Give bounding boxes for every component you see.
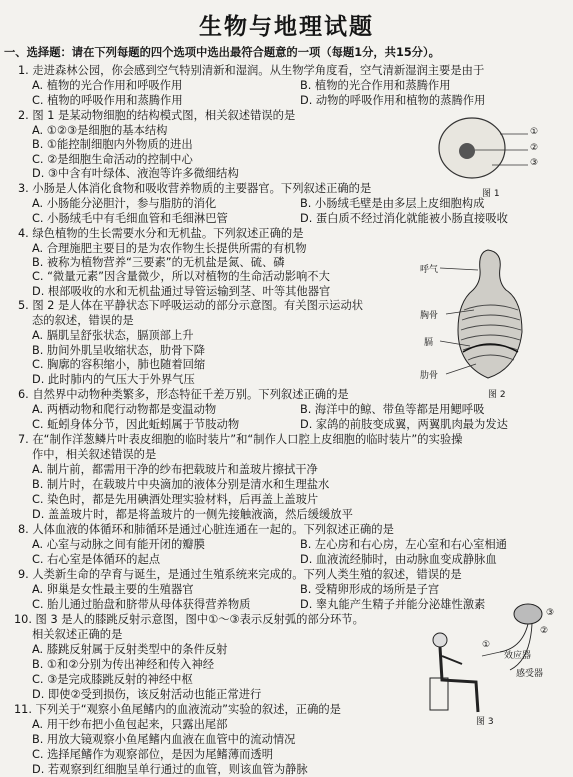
breathing-diagram (418, 240, 568, 400)
question-line: C. 染色时，都是先用碘酒处理实验材料，后再盖上盖玻片 (32, 493, 319, 506)
question-line: 4. 绿色植物的生长需要水分和无机盐。下列叙述正确的是 (18, 227, 304, 240)
question-line: D. 睾丸能产生精子并能分泌雄性激素 (300, 598, 486, 611)
page-title: 生物与地理试题 (199, 13, 374, 40)
question-line: 7. 在“制作洋葱鳞片叶表皮细胞的临时装片”和“制作人口腔上皮细胞的临时装片”的实验操 (18, 433, 463, 446)
question-line: 作中，相关叙述错误的是 (32, 448, 157, 461)
question-line: 10. 图 3 是人的膝跳反射示意图，图中①～③表示反射弧的部分环节。 (14, 613, 364, 626)
question-line: 8. 人体血液的体循环和肺循环是通过心脏连通在一起的。下列叙述正确的是 (18, 523, 394, 536)
question-line: B. ①和②分别为传出神经和传入神经 (32, 658, 215, 671)
question-line: C. 蚯蚓身体分节，因此蚯蚓属于节肢动物 (32, 418, 240, 431)
question-line: D. 根部吸收的水和无机盐通过导管运输到茎、叶等其他器官 (32, 285, 331, 298)
fig2-label-diaphragm: 膈 (424, 338, 434, 348)
question-line: B. 受精卵形成的场所是子宫 (300, 583, 440, 596)
question-line: D. ③中含有叶绿体、液泡等许多微细结构 (32, 167, 239, 180)
question-line: A. 小肠能分泌胆汁，参与脂肪的消化 (32, 197, 217, 210)
question-line: C. 胎儿通过胎盘和脐带从母体获得营养物质 (32, 598, 251, 611)
question-line: 2. 图 1 是某动物细胞的结构模式图，相关叙述错误的是 (18, 109, 296, 122)
fig2-label-sternum: 胸骨 (420, 311, 439, 321)
question-line: A. ①②③是细胞的基本结构 (32, 124, 168, 137)
question-line: B. 制片时，在载玻片中央滴加的液体分别是清水和生理盐水 (32, 478, 330, 491)
fig3-label-2: ② (540, 626, 549, 636)
question-line: 相关叙述正确的是 (32, 628, 123, 641)
figure-3-knee-reflex (420, 600, 570, 730)
question-line: B. 用放大镜观察小鱼尾鳍内血液在血管中的流动情况 (32, 733, 296, 746)
question-line: C. 选择尾鳍作为观察部位，是因为尾鳍薄而透明 (32, 748, 274, 761)
fig3-label-1: ① (482, 640, 491, 650)
question-line: 5. 图 2 是人体在平静状态下呼吸运动的部分示意图。有关图示运动状 (18, 299, 364, 312)
question-line: 态的叙述，错误的是 (32, 314, 134, 327)
question-line: 1. 走进森林公园，你会感到空气特别清新和湿润。从生物学角度看，空气清新湿润主要是由于 (18, 64, 485, 77)
question-line: C. 小肠绒毛中有毛细血管和毛细淋巴管 (32, 212, 228, 225)
fig3-caption: 图 3 (476, 717, 494, 727)
figure-1-cell (430, 110, 570, 200)
cell-diagram (430, 110, 570, 200)
question-line: A. 用干纱布把小鱼包起来，只露出尾部 (32, 718, 228, 731)
question-line: D. 盖盖玻片时，都是将盖玻片的一侧先接触液滴，然后缓缓放平 (32, 508, 353, 521)
fig3-label-effector: 效应器 (504, 651, 532, 661)
question-line: B. 左心房和右心房，左心室和右心室相通 (300, 538, 507, 551)
question-line: C. ②是细胞生命活动的控制中心 (32, 153, 193, 166)
question-line: A. 膈肌呈舒张状态，膈顶部上升 (32, 329, 194, 342)
question-line: D. 若观察到红细胞呈单行通过的血管，则该血管为静脉 (32, 763, 308, 776)
question-line: A. 两栖动物和爬行动物都是变温动物 (32, 403, 217, 416)
fig2-caption: 图 2 (488, 390, 506, 400)
question-line: D. 蛋白质不经过消化就能被小肠直接吸收 (300, 212, 508, 225)
question-line: D. 即使②受到损伤，该反射活动也能正常进行 (32, 688, 262, 701)
question-line: D. 血液流经肺时，由动脉血变成静脉血 (300, 553, 497, 566)
question-line: 11. 下列关于“观察小鱼尾鳍内的血液流动”实验的叙述，正确的是 (14, 703, 341, 716)
question-line: A. 卵巢是女性最主要的生殖器官 (32, 583, 194, 596)
fig2-label-exhale: 呼气 (420, 265, 439, 275)
figure-2-breathing (418, 240, 568, 400)
fig1-label-1: ① (530, 127, 539, 137)
question-line: B. ①能控制细胞内外物质的进出 (32, 138, 193, 151)
question-line: D. 此时肺内的气压大于外界气压 (32, 373, 195, 386)
question-line: A. 膝跳反射属于反射类型中的条件反射 (32, 643, 228, 656)
question-line: 6. 自然界中动物种类繁多，形态特征千差万别。下列叙述正确的是 (18, 388, 349, 401)
fig1-label-2: ② (530, 143, 539, 153)
question-line: B. 被称为植物营养“三要素”的无机盐是氮、硫、磷 (32, 256, 285, 269)
fig1-caption: 图 1 (482, 189, 500, 199)
question-line: D. 家鸽的前肢变成翼，两翼肌肉最为发达 (300, 418, 508, 431)
reflex-diagram (420, 600, 570, 730)
question-line: A. 合理施肥主要目的是为农作物生长提供所需的有机物 (32, 242, 307, 255)
question-line: C. 植物的呼吸作用和蒸腾作用 (32, 94, 183, 107)
fig2-label-ribs: 肋骨 (420, 371, 439, 381)
question-line: C. 胸廓的容积缩小，肺也随着回缩 (32, 358, 206, 371)
question-line: B. 海洋中的鲸、带鱼等都是用鳃呼吸 (300, 403, 485, 416)
question-line: B. 植物的光合作用和蒸腾作用 (300, 79, 451, 92)
question-line: A. 制片前，都需用干净的纱布把载玻片和盖玻片擦拭干净 (32, 463, 318, 476)
question-line: D. 动物的呼吸作用和植物的蒸腾作用 (300, 94, 486, 107)
question-line: B. 小肠绒毛壁是由多层上皮细胞构成 (300, 197, 485, 210)
question-line: 3. 小肠是人体消化食物和吸收营养物质的主要器官。下列叙述正确的是 (18, 182, 372, 195)
fig3-label-receptor: 感受器 (516, 669, 544, 679)
question-line: B. 肋间外肌呈收缩状态，肋骨下降 (32, 344, 206, 357)
question-line: C. “微量元素”因含量微少，所以对植物的生命活动影响不大 (32, 270, 330, 283)
question-line: C. ③是完成膝跳反射的神经中枢 (32, 673, 193, 686)
section-header: 一、选择题：请在下列每题的四个选项中选出最符合题意的一项（每题1分，共15分）。 (4, 46, 440, 59)
question-line: C. 右心室是体循环的起点 (32, 553, 161, 566)
question-line: A. 植物的光合作用和呼吸作用 (32, 79, 183, 92)
question-line: 9. 人类新生命的孕育与诞生，是通过生殖系统来完成的。下列人类生殖的叙述，错误的是 (18, 568, 462, 581)
fig1-label-3: ③ (530, 158, 539, 168)
fig3-label-3: ③ (546, 608, 555, 618)
question-line: A. 心室与动脉之间有能开闭的瓣膜 (32, 538, 205, 551)
